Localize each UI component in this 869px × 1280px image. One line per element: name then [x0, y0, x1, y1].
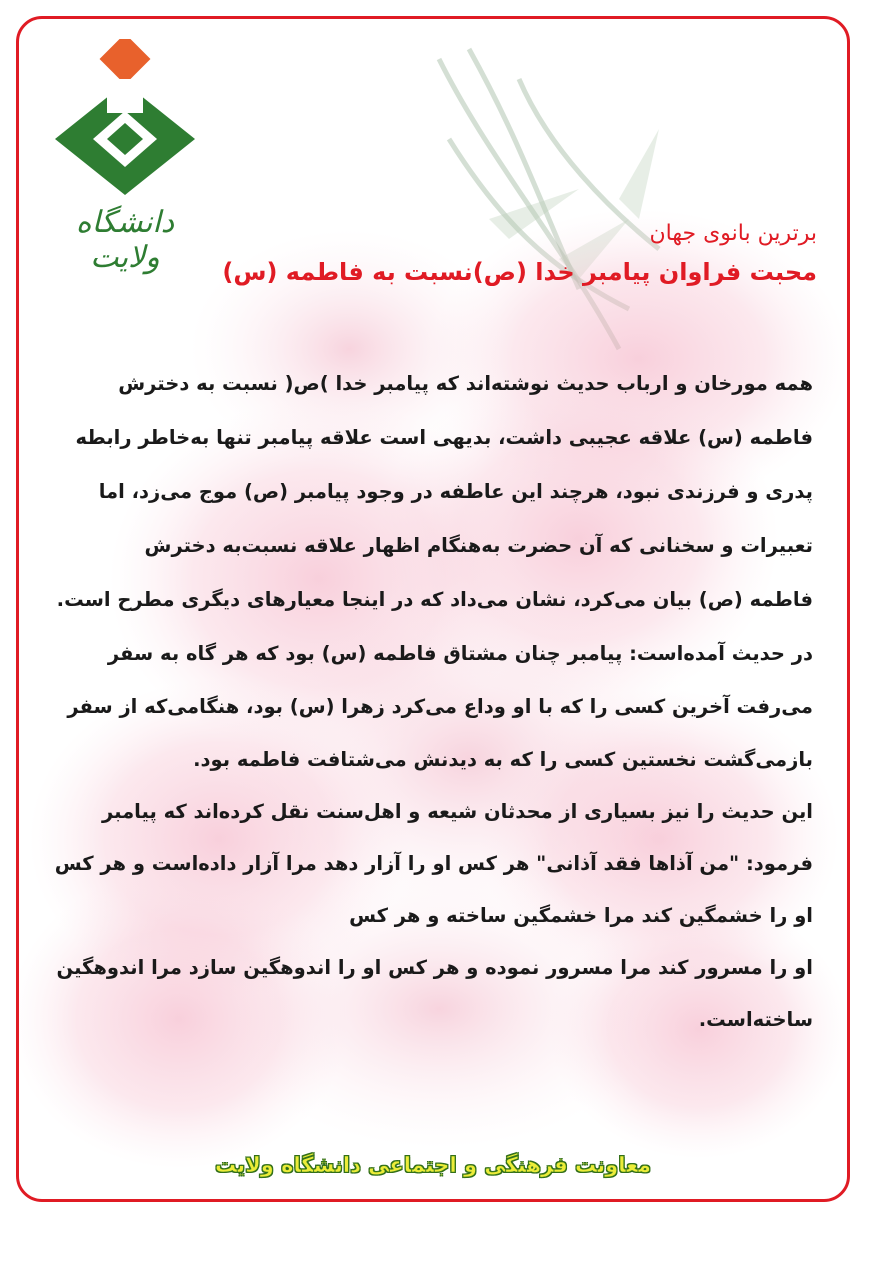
logo-wordmark: دانشگاه ولایت [75, 205, 175, 275]
hadith-text [23, 357, 813, 1046]
text-line: فرمود: "من آذاها فقد آذانی" هر کس او را آزار دهد مرا آزار داده‌است و هر کس [54, 852, 813, 875]
poster-frame [16, 16, 850, 1202]
text-line: این حدیث را نیز بسیاری از محدثان شیعه و اهل‌سنت نقل کرده‌اند که پیامبر [102, 800, 813, 823]
text-line: می‌رفت آخرین کسی را که با او وداع می‌کرد زهرا (س) بود، هنگامی‌که از سفر [67, 695, 813, 718]
text-line: او را مسرور کند مرا مسرور نموده و هر کس او را اندوهگین سازد مرا اندوهگین [56, 956, 813, 979]
title-block [177, 215, 817, 291]
text-line: ساخته‌است. [698, 1008, 813, 1031]
text-line: فاطمه (س) علاقه عجیبی داشت، بدیهی است علاقه پیامبر تنها به‌خاطر رابطه [75, 426, 813, 449]
text-line: فاطمه (ص) بیان می‌کرد، نشان می‌داد که در اینجا معیارهای دیگری مطرح است. [56, 588, 813, 611]
paragraph-2 [23, 627, 813, 786]
text-line: بازمی‌گشت نخستین کسی را که به دیدنش می‌شتافت فاطمه بود. [193, 748, 813, 771]
paragraph-1 [23, 357, 813, 627]
paragraph-3 [23, 786, 813, 1046]
poster-title: برترین بانوی جهان [649, 221, 817, 246]
text-line: پدری و فرزندی نبود، هرچند این عاطفه در وجود پیامبر (ص) موج می‌زد، اما [98, 480, 813, 503]
poster-subtitle: محبت فراوان پیامبر خدا (ص)نسبت به فاطمه (س) [222, 258, 817, 286]
text-line: همه مورخان و ارباب حدیث نوشته‌اند که پیامبر خدا )ص( نسبت به دخترش [118, 372, 813, 395]
text-line: در حدیث آمده‌است: پیامبر چنان مشتاق فاطمه (س) بود که هر گاه به سفر [107, 642, 813, 665]
text-line: او را خشمگین کند مرا خشمگین ساخته و هر کس [349, 904, 813, 927]
text-line: تعبیرات و سخنانی که آن حضرت به‌هنگام اظهار علاقه نسبت‌به دخترش [144, 534, 813, 557]
logo-emblem-icon [45, 39, 205, 199]
footer-credit: معاونت فرهنگی و اجتماعی دانشگاه ولایت [215, 1153, 651, 1177]
